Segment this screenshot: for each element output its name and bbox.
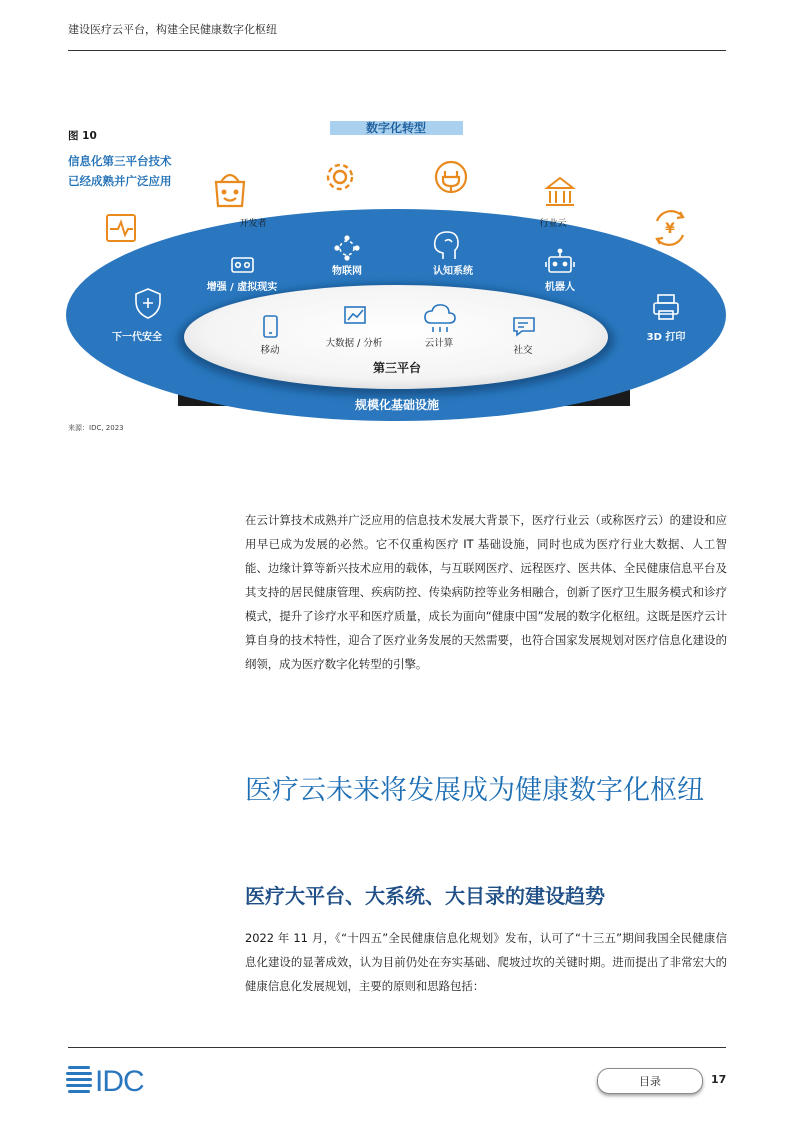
print3d-label: 3D 打印 [646,332,686,343]
ar-vr-label: 增强 / 虚拟现实 [206,282,278,293]
health-monitor-icon [107,215,135,241]
idc-logo-text: IDC [95,1065,144,1094]
developer-icon [216,175,244,206]
running-header: 建设医疗云平台，构建全民健康数字化枢纽 [68,23,277,36]
svg-text:¥: ¥ [665,221,675,237]
security-label: 下一代安全 [112,332,162,343]
figure-caption-line2: 已经成熟并广泛应用 [68,174,172,188]
power-plug-icon [436,162,466,192]
toc-label: 目录 [639,1075,661,1088]
page-number: 17 [711,1073,727,1086]
third-platform-diagram [60,115,740,425]
figure-label: 图 10 [68,130,97,142]
social-label: 社交 [513,345,533,356]
top-banner-label: 数字化转型 [365,121,427,135]
figure-source: 来源：IDC, 2023 [68,424,124,432]
developer-label: 开发者 [239,219,267,229]
currency-exchange-icon [657,211,683,245]
industry-cloud-label: 行业云 [539,219,567,229]
bank-icon [546,178,574,205]
idc-logo [66,1062,168,1094]
idc-logo-globe-icon [66,1066,92,1093]
robot-label: 机器人 [545,282,575,293]
header-divider [68,50,726,51]
bigdata-label: 大数据 / 分析 [325,338,383,349]
mobile-label: 移动 [260,345,280,356]
table-of-contents-button[interactable] [597,1068,703,1094]
body-paragraph: 在云计算技术成熟并广泛应用的信息技术发展大背景下，医疗行业云（或称医疗云）的建设和应用早已成为发展的必然。它不仅重构医疗 IT 基础设施，同时也成为医疗行业大数据、人工智能、边缘计算等新兴技术应用的载体，与互联网医疗、远程医疗、医共体、全民健康信息平台及其支持的居民健康管理、疾病防控、传染病防控等业务相融合，创新了医疗卫生服务模式和诊疗模式，提升了诊疗水平和医疗质量，成长为面向“健康中国”发展的数字化枢纽。这既是医疗云计算自身的技术特性，迎合了医疗业务发展的天然需要，也符合国家发展规划对医疗信息化建设的纲领，成为医疗数字化转型的引擎。 [245,513,727,671]
figure-caption-line1: 信息化第三平台技术 [68,154,172,168]
section-heading: 医疗云未来将发展成为健康数字化枢纽 [245,775,704,806]
bottom-banner-label: 规模化基础设施 [354,398,440,412]
footer-divider [68,1047,726,1048]
gear-icon [328,165,352,189]
cloud-label: 云计算 [424,338,454,349]
subsection-heading: 医疗大平台、大系统、大目录的建设趋势 [245,884,605,908]
core-title: 第三平台 [372,361,422,375]
iot-label: 物联网 [332,266,362,277]
cognitive-label: 认知系统 [433,266,473,277]
body-paragraph-2: 2022 年 11 月，《“十四五”全民健康信息化规划》发布，认可了“十三五”期间我国全民健康信息化建设的显著成效，认为目前仍处在夯实基础、爬坡过坎的关键时期。进而提出了非常宏大的健康信息化发展规划，主要的原则和思路包括： [245,931,727,993]
